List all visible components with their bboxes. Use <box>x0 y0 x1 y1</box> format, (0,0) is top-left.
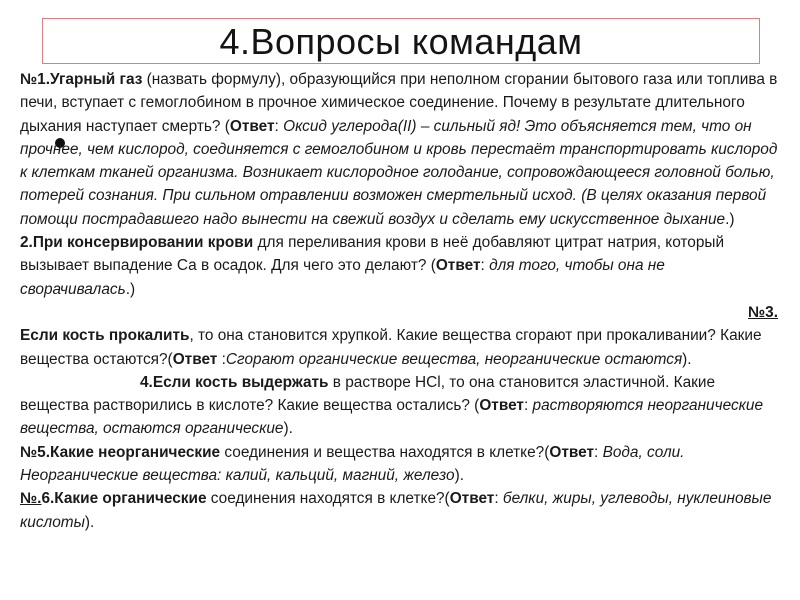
page-title: 4.Вопросы командам <box>42 18 760 64</box>
q3-bold: Если кость прокалить <box>20 327 190 345</box>
q6-colon: : <box>494 490 503 508</box>
q2-colon: : <box>480 257 490 275</box>
q4-answer: растворяются неорганические вещества, остаются органические <box>20 397 764 438</box>
q3-colon: : <box>217 350 226 368</box>
q3-text: , то она становится хрупкой. Какие вещества сгорают при прокаливании? Какие вещества остаются?( <box>20 327 762 368</box>
q2-bold: 2.При консервировании крови <box>20 234 254 252</box>
q1-answer-label: Ответ <box>229 117 275 135</box>
q5-answer: Вода, соли. Неорганические вещества: калий, кальций, магний, железо <box>20 443 685 485</box>
q4-colon: : <box>523 397 533 415</box>
q3-number: №3. <box>748 303 778 321</box>
q2-text: для переливания крови в неё добавляют цитрат натрия, который вызывает выпадение Са в осадок. Для чего это делают? ( <box>20 234 725 275</box>
q3-answer: Сгорают органические вещества, неорганические остаются <box>225 350 683 368</box>
q2-answer: для того, чтобы она не сворачивалась <box>20 257 665 298</box>
q5-close: ). <box>454 467 464 485</box>
q4-bold: 4.Если кость выдержать <box>140 373 329 391</box>
question-1 <box>20 68 784 231</box>
q4-close: ). <box>283 420 293 438</box>
q1-colon: : <box>274 117 284 135</box>
q4-text: в растворе HCl, то она становится эластичной. Какие вещества растворились в кислоте? Какие вещества остались? ( <box>20 373 716 415</box>
question-6 <box>20 487 784 534</box>
q6-bold: 6.Какие органические <box>41 490 207 508</box>
q5-answer-label: Ответ <box>549 443 595 461</box>
q6-number: №. <box>20 490 42 508</box>
q1-close: .) <box>725 210 735 228</box>
q4-answer-label: Ответ <box>479 397 524 415</box>
q3-answer-label: Ответ <box>172 350 218 368</box>
q2-answer-label: Ответ <box>435 257 481 275</box>
q5-bold: 5.Какие неорганические <box>37 443 221 461</box>
q6-answer: белки, жиры, углеводы, нуклеиновые кислоты <box>20 490 772 531</box>
q5-text: соединения и вещества находятся в клетке?( <box>220 443 550 461</box>
question-5 <box>20 441 784 488</box>
question-2 <box>20 231 784 301</box>
q1-answer: Оксид углерода(II) – сильный яд! Это объясняется тем, что он прочнее, чем кислород, соединяется с гемоглобином и кровь перестаёт транспортировать кислород к клеткам тканей организма. Возникает кислородное голодание, сопровождающееся головной болью, потерей сознания. При сильном отравлении возможен смертельный исход. (В целях оказания первой помощи пострадавшего надо вынести на свежий воздух и сделать ему искусственное дыхание <box>20 117 778 228</box>
q2-close: .) <box>125 280 136 298</box>
q1-number: №1. <box>20 71 50 88</box>
q1-text: (назвать формулу), образующийся при неполном сгорании бытового газа или топлива в печи, вступает с гемоглобином в прочное химическое соединение. Почему в результате длительного дыхания наступает смерть? ( <box>20 71 778 135</box>
question-3 <box>20 301 784 324</box>
q1-bold: Угарный газ <box>50 71 143 88</box>
q6-close: ). <box>84 513 95 531</box>
q6-text: соединения находятся в клетке?( <box>206 490 450 508</box>
questions-body <box>20 68 784 534</box>
q5-number: № <box>20 443 38 461</box>
question-3-body <box>20 324 784 440</box>
q3-close: ). <box>682 350 692 368</box>
q6-answer-label: Ответ <box>449 490 495 508</box>
q5-colon: : <box>594 443 603 461</box>
